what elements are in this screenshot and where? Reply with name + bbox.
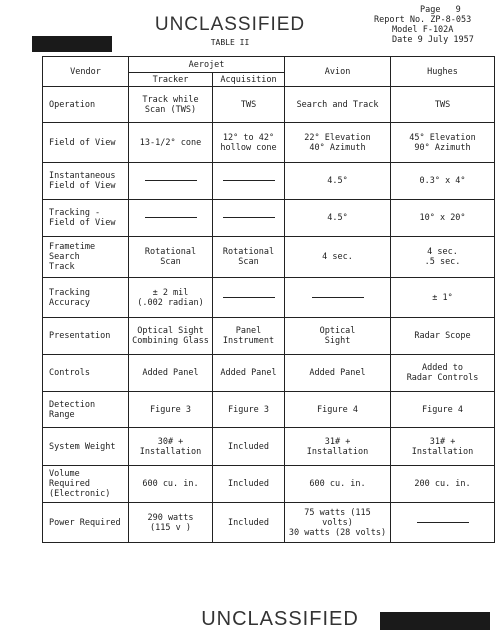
hughes-cell [391, 87, 495, 123]
row-label-line: (Electronic) [49, 489, 111, 499]
table-row [43, 503, 495, 543]
hughes-cell [391, 237, 495, 278]
cell-text: Installation [139, 446, 202, 457]
vendor-comparison-table [42, 56, 495, 543]
hughes-cell [391, 466, 495, 503]
cell-text: 30 watts (28 volts) [288, 527, 387, 538]
row-label-line: Controls [49, 368, 90, 378]
row-label-line: System Weight [49, 441, 116, 452]
avion-cell [285, 318, 391, 355]
cell-text: 290 watts [147, 512, 194, 523]
table-row [43, 428, 495, 466]
tracker-cell [129, 123, 213, 163]
acquisition-cell [213, 466, 285, 503]
cell-text: Optical [319, 326, 356, 336]
cell-text: Installation [411, 446, 474, 457]
tracker-cell [129, 466, 213, 503]
cell-text: Radar Scope [414, 331, 471, 341]
not-applicable-dash [145, 180, 197, 181]
tracker-cell [129, 87, 213, 123]
row-label [43, 163, 129, 200]
cell-text: Sight [324, 336, 351, 346]
cell-text: Installation [306, 446, 369, 457]
cell-text: Combining Glass [132, 336, 209, 346]
cell-text: ± 2 mil [152, 287, 189, 298]
tracker-cell [129, 392, 213, 428]
avion-cell [285, 200, 391, 237]
table-row [43, 123, 495, 163]
acquisition-cell [213, 318, 285, 355]
cell-text: Included [228, 441, 269, 452]
table-row [43, 355, 495, 392]
row-label-line: Track [49, 262, 75, 272]
hughes-cell [391, 123, 495, 163]
cell-text: TWS [434, 99, 451, 110]
page-number: 9 [455, 5, 461, 15]
acquisition-cell [213, 200, 285, 237]
aerojet-header: Aerojet [129, 57, 285, 73]
cell-text: 40° Azimuth [309, 142, 366, 153]
cell-text: 4.5° [327, 176, 348, 186]
table-row [43, 278, 495, 318]
page-label: Page [420, 5, 441, 15]
not-applicable-dash [223, 297, 275, 298]
table-row [43, 87, 495, 123]
report-date: Date 9 July 1957 [392, 35, 474, 45]
row-label [43, 355, 129, 392]
cell-text: Search and Track [296, 99, 379, 110]
avion-header: Avion [285, 57, 391, 87]
cell-text: hollow cone [220, 142, 277, 153]
acquisition-cell [213, 123, 285, 163]
avion-cell [285, 428, 391, 466]
tracker-cell [129, 237, 213, 278]
avion-cell [285, 87, 391, 123]
row-label [43, 466, 129, 503]
cell-text: 31# + [324, 436, 351, 447]
model-number: Model F-102A [392, 25, 454, 35]
hughes-cell [391, 503, 495, 543]
cell-text: 4.5° [327, 213, 348, 223]
cell-text: 22° Elevation [304, 132, 371, 143]
cell-text: Added to [422, 363, 463, 373]
not-applicable-dash [417, 522, 469, 523]
hughes-cell [391, 428, 495, 466]
table-row [43, 318, 495, 355]
cell-text: Scan (TWS) [144, 104, 197, 115]
tracker-cell [129, 355, 213, 392]
hughes-cell [391, 163, 495, 200]
footer-classification: UNCLASSIFIED [201, 608, 359, 630]
tracker-cell [129, 200, 213, 237]
row-label [43, 200, 129, 237]
acquisition-cell [213, 503, 285, 543]
hughes-cell [391, 278, 495, 318]
cell-text: Rotational [144, 247, 197, 257]
hughes-cell [391, 200, 495, 237]
cell-text: 31# + [429, 436, 456, 447]
cell-text: 75 watts (115 volts) [304, 507, 371, 528]
tracker-header: Tracker [129, 73, 213, 87]
cell-text: Added Panel [220, 368, 277, 378]
avion-cell [285, 503, 391, 543]
tracker-cell [129, 278, 213, 318]
acquisition-cell [213, 392, 285, 428]
header-classification: UNCLASSIFIED [154, 14, 306, 35]
table-title: TABLE II [210, 38, 250, 47]
row-label-line: Tracking - [49, 208, 101, 218]
avion-cell [285, 278, 391, 318]
acquisition-cell [213, 355, 285, 392]
acquisition-cell [213, 87, 285, 123]
cell-text: ± 1° [432, 292, 453, 303]
cell-text: Figure 4 [422, 404, 463, 415]
avion-cell [285, 392, 391, 428]
cell-text: 4 sec. [322, 252, 353, 262]
acquisition-cell [213, 428, 285, 466]
row-label-line: Field of View [49, 218, 116, 228]
cell-text: 90° Azimuth [414, 142, 471, 153]
avion-cell [285, 355, 391, 392]
table-row [43, 392, 495, 428]
row-label [43, 87, 129, 123]
hughes-cell [391, 355, 495, 392]
row-label [43, 392, 129, 428]
hughes-cell [391, 318, 495, 355]
cell-text: 30# + [157, 436, 184, 447]
cell-text: Scan [160, 257, 181, 267]
hughes-cell [391, 392, 495, 428]
cell-text: .5 sec. [424, 257, 461, 267]
row-label [43, 237, 129, 278]
cell-text: Panel [235, 326, 262, 336]
not-applicable-dash [223, 180, 275, 181]
cell-text: Figure 3 [228, 404, 269, 415]
row-label-line: Tracking [49, 287, 90, 298]
row-label-line: Operation [49, 99, 96, 110]
not-applicable-dash [223, 217, 275, 218]
redaction-mark-bottom [380, 612, 490, 630]
cell-text: 45° Elevation [409, 132, 476, 143]
report-number: Report No. ZP-8-053 [374, 15, 472, 25]
cell-text: Added Panel [142, 368, 199, 378]
cell-text: 600 cu. in. [142, 479, 199, 489]
avion-cell [285, 466, 391, 503]
cell-text: 13-1/2° cone [139, 137, 202, 148]
not-applicable-dash [312, 297, 364, 298]
cell-text: Figure 4 [317, 404, 358, 415]
tracker-cell [129, 163, 213, 200]
tracker-cell [129, 318, 213, 355]
cell-text: (.002 radian) [137, 297, 204, 308]
cell-text: Figure 3 [150, 404, 191, 415]
report-metadata [374, 5, 494, 45]
cell-text: Instrument [222, 336, 275, 346]
cell-text: (115 v ) [150, 522, 191, 533]
row-label [43, 123, 129, 163]
row-label [43, 278, 129, 318]
cell-text: TWS [240, 99, 257, 110]
cell-text: Added Panel [309, 368, 366, 378]
table-row [43, 200, 495, 237]
row-label-line: Field of View [49, 181, 116, 191]
cell-text: 12° to 42° [222, 132, 275, 143]
avion-cell [285, 237, 391, 278]
acquisition-header: Acquisition [213, 73, 285, 87]
row-label-line: Detection [49, 399, 96, 410]
table-row [43, 466, 495, 503]
cell-text: Scan [238, 257, 259, 267]
tracker-cell [129, 428, 213, 466]
cell-text: 600 cu. in. [309, 479, 366, 489]
row-label-line: Frametime [49, 242, 96, 252]
table-row [43, 163, 495, 200]
cell-text: 200 cu. in. [414, 479, 471, 489]
tracker-cell [129, 503, 213, 543]
vendor-header: Vendor [43, 57, 129, 87]
cell-text: Included [228, 517, 269, 528]
row-label-line: Presentation [49, 331, 111, 341]
cell-text: Rotational [222, 247, 275, 257]
avion-cell [285, 163, 391, 200]
row-label-line: Search [49, 252, 80, 262]
table-row [43, 237, 495, 278]
row-label [43, 428, 129, 466]
row-label [43, 318, 129, 355]
acquisition-cell [213, 237, 285, 278]
cell-text: 4 sec. [427, 247, 458, 257]
row-label-line: Range [49, 409, 75, 420]
row-label-line: Power Required [49, 517, 121, 528]
row-label-line: Volume Required [49, 469, 90, 489]
cell-text: Optical Sight [137, 326, 204, 336]
acquisition-cell [213, 163, 285, 200]
cell-text: Radar Controls [406, 373, 479, 383]
acquisition-cell [213, 278, 285, 318]
row-label-line: Accuracy [49, 297, 90, 308]
cell-text: Track while [142, 94, 199, 105]
cell-text: 0.3° x 4° [419, 176, 466, 186]
row-label [43, 503, 129, 543]
row-label-line: Field of View [49, 137, 116, 148]
redaction-mark [32, 36, 112, 52]
row-label-line: Instantaneous [49, 171, 116, 181]
cell-text: Included [228, 479, 269, 489]
cell-text: 10° x 20° [419, 213, 466, 223]
avion-cell [285, 123, 391, 163]
not-applicable-dash [145, 217, 197, 218]
hughes-header: Hughes [391, 57, 495, 87]
